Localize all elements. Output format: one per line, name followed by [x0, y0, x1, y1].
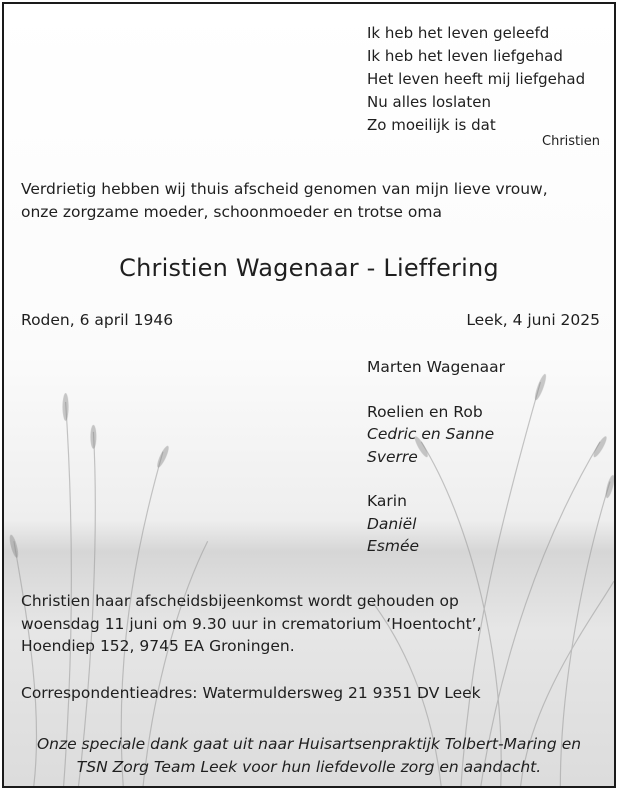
poem-author: Christien — [542, 134, 600, 149]
poem-line: Ik heb het leven liefgehad — [367, 47, 563, 65]
deceased-name: Christien Wagenaar - Lieffering — [119, 254, 499, 282]
grandchild: Esmée — [367, 537, 420, 555]
correspondence-address — [21, 684, 481, 702]
intro-text — [21, 178, 601, 224]
thanks-line: Onze speciale dank gaat uit naar Huisartsenpraktijk Tolbert-Maring en — [36, 735, 582, 753]
family-member: Roelien en Rob — [367, 402, 483, 421]
poem-line: Ik heb het leven geleefd — [367, 24, 550, 42]
intro-line: onze zorgzame moeder, schoonmoeder en trotse oma — [21, 203, 442, 221]
death-date: Leek, 4 juni 2025 — [466, 311, 600, 329]
service-line: woensdag 11 juni om 9.30 uur in crematorium ‘Hoentocht’, — [21, 614, 482, 633]
grandchild: Daniël — [367, 514, 417, 533]
poem-line: Nu alles loslaten — [367, 93, 491, 111]
family-group — [367, 490, 505, 558]
intro-line: Verdrietig hebben wij thuis afscheid genomen van mijn lieve vrouw, — [21, 180, 548, 198]
service-line: Christien haar afscheidsbijeenkomst wordt gehouden op — [21, 592, 459, 610]
grandchild: Cedric en Sanne — [367, 425, 495, 443]
poem-line: Het leven heeft mij liefgehad — [367, 70, 586, 88]
family-group — [367, 356, 505, 379]
obituary-card — [2, 2, 616, 788]
birth-date: Roden, 6 april 1946 — [21, 311, 174, 329]
service-line: Hoendiep 152, 9745 EA Groningen. — [21, 637, 295, 655]
family-list — [367, 356, 505, 580]
family-member: Marten Wagenaar — [367, 358, 506, 376]
thanks-line: TSN Zorg Team Leek voor hun liefdevolle zorg en aandacht. — [76, 757, 542, 776]
thanks-text — [4, 733, 614, 778]
poem-line: Zo moeilijk is dat — [367, 116, 496, 134]
poem — [367, 22, 585, 137]
family-group — [367, 401, 505, 469]
correspondence-text: Correspondentieadres: Watermuldersweg 21 9351 DV Leek — [21, 684, 481, 702]
grandchild: Sverre — [367, 447, 418, 466]
family-member: Karin — [367, 492, 407, 510]
service-info — [21, 590, 482, 658]
